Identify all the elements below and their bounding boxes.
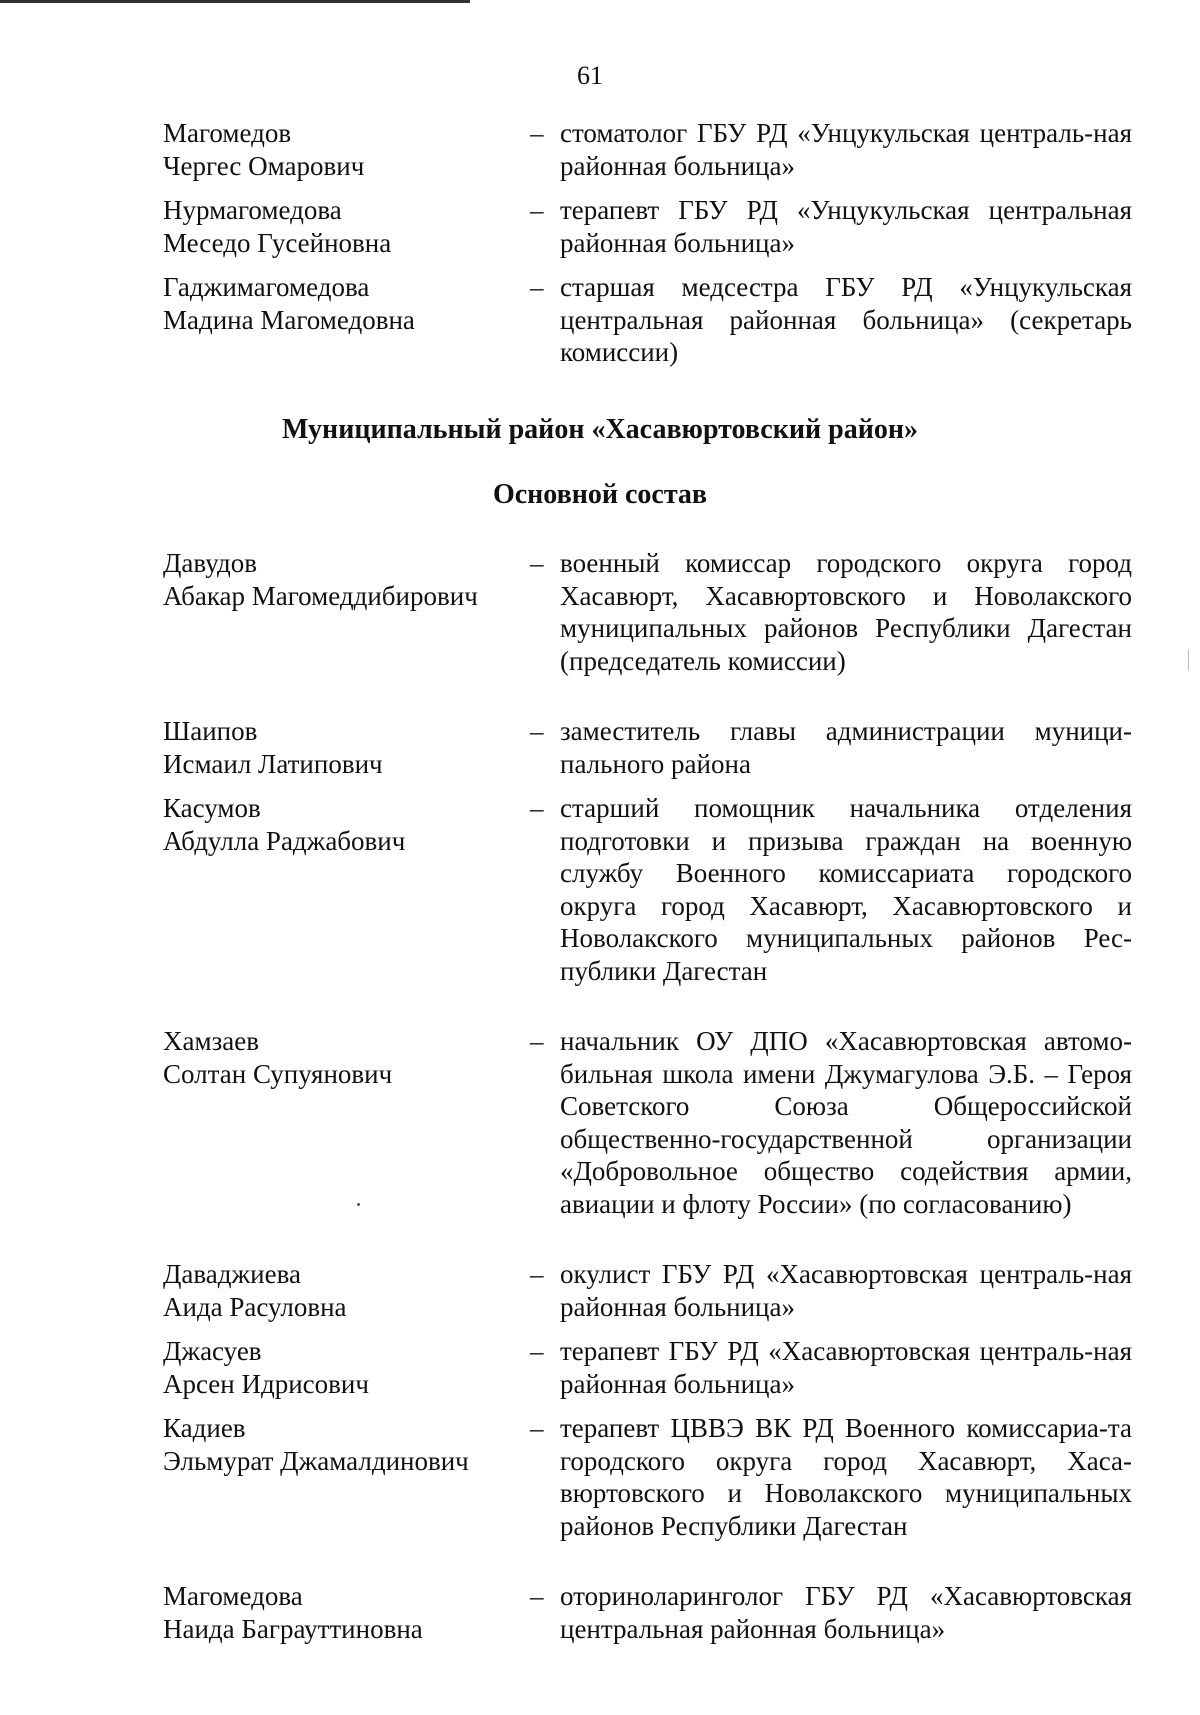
entry-dash: – xyxy=(530,1259,544,1289)
member-surname: Магомедова xyxy=(163,1581,303,1611)
member-name xyxy=(163,1580,523,1645)
member-surname: Джасуев xyxy=(163,1336,262,1366)
member-surname: Шаипов xyxy=(163,716,258,746)
member-surname: Хамзаев xyxy=(163,1026,259,1056)
entry-dash: – xyxy=(530,272,544,302)
member-given-names: Мадина Магомедовна xyxy=(163,304,415,335)
member-name xyxy=(163,1412,523,1477)
member-entry xyxy=(0,1258,1200,1323)
entry-dash: – xyxy=(530,1581,544,1611)
member-entry xyxy=(0,547,1200,677)
member-role: начальник ОУ ДПО «Хасавюртовская автомо-бильная школа имени Джумагулова Э.Б. – Героя Советского Союза Общероссийской общественно-государственной организации «Добровольное общество содействия армии, авиации и флоту России» (по согласованию) xyxy=(560,1026,1132,1219)
member-entry xyxy=(0,1580,1200,1645)
member-surname: Магомедов xyxy=(163,118,292,148)
member-given-names: Исмаил Латипович xyxy=(163,748,383,779)
entry-dash: – xyxy=(530,793,544,823)
member-role: заместитель главы администрации муници-пального района xyxy=(560,716,1132,779)
member-given-names: Меседо Гусейновна xyxy=(163,227,392,258)
member-given-names: Наида Баграуттиновна xyxy=(163,1613,423,1644)
district-heading: Муниципальный район «Хасавюртовский район» xyxy=(282,414,918,445)
member-role: военный комиссар городского округа город Хасавюрт, Хасавюртовского и Новолакского муниципальных районов Республики Дагестан (председатель комиссии) xyxy=(560,548,1132,676)
member-surname: Нурмагомедова xyxy=(163,195,342,225)
scan-edge-line xyxy=(0,0,470,3)
entry-dash: – xyxy=(530,1026,544,1056)
member-name xyxy=(163,1025,523,1090)
member-role: старшая медсестра ГБУ РД «Унцукульская центральная районная больница» (секретарь комиссии) xyxy=(560,272,1132,367)
member-role: старший помощник начальника отделения подготовки и призыва граждан на военную службу Военного комиссариата городского округа город Хасавюрт, Хасавюртовского и Новолакского муниципальных районов Рес-публики Дагестан xyxy=(560,793,1132,986)
member-entry xyxy=(0,1412,1200,1542)
member-role: стоматолог ГБУ РД «Унцукульская централь-ная районная больница» xyxy=(560,118,1132,181)
member-entry xyxy=(0,1025,1200,1220)
member-surname: Давудов xyxy=(163,548,258,578)
member-name xyxy=(163,547,523,612)
entry-dash: – xyxy=(530,548,544,578)
member-name xyxy=(163,715,523,780)
member-given-names: Арсен Идрисович xyxy=(163,1368,369,1399)
member-given-names: Чергес Омарович xyxy=(163,150,365,181)
member-given-names: Эльмурат Джамалдинович xyxy=(163,1445,469,1476)
member-given-names: Аида Расуловна xyxy=(163,1291,347,1322)
member-surname: Даваджиева xyxy=(163,1259,301,1289)
entry-dash: – xyxy=(530,118,544,148)
member-name xyxy=(163,792,523,857)
entry-dash: – xyxy=(530,716,544,746)
member-surname: Кадиев xyxy=(163,1413,246,1443)
member-name xyxy=(163,1258,523,1323)
member-surname: Касумов xyxy=(163,793,261,823)
member-entry xyxy=(0,271,1200,369)
member-given-names: Абдулла Раджабович xyxy=(163,825,406,856)
member-entry xyxy=(0,715,1200,780)
member-role: оториноларинголог ГБУ РД «Хасавюртовская центральная районная больница» xyxy=(560,1581,1132,1644)
member-given-names: Абакар Магомеддибирович xyxy=(163,580,478,611)
member-role: окулист ГБУ РД «Хасавюртовская централь-ная районная больница» xyxy=(560,1259,1132,1322)
member-entry xyxy=(0,117,1200,182)
main-member-list xyxy=(0,547,1200,1645)
member-entry xyxy=(0,792,1200,987)
entry-dash: – xyxy=(530,195,544,225)
member-name xyxy=(163,194,523,259)
entry-dash: – xyxy=(530,1336,544,1366)
scan-speck xyxy=(357,1203,360,1206)
member-role: терапевт ГБУ РД «Хасавюртовская централь-ная районная больница» xyxy=(560,1336,1132,1399)
member-role: терапевт ГБУ РД «Унцукульская центральная районная больница» xyxy=(560,195,1132,258)
member-role: терапевт ЦВВЭ ВК РД Военного комиссариа-та городского округа город Хасавюрт, Хаса-вюртовского и Новолакского муниципальных районов Республики Дагестан xyxy=(560,1413,1132,1541)
member-entry xyxy=(0,194,1200,259)
member-name xyxy=(163,271,523,336)
member-name xyxy=(163,117,523,182)
scan-edge-mark xyxy=(1188,650,1189,670)
member-entry xyxy=(0,1335,1200,1400)
composition-heading: Основной состав xyxy=(492,479,708,510)
member-surname: Гаджимагомедова xyxy=(163,272,370,302)
page-number: 61 xyxy=(577,61,603,90)
member-given-names: Солтан Супуянович xyxy=(163,1058,393,1089)
member-name xyxy=(163,1335,523,1400)
entry-dash: – xyxy=(530,1413,544,1443)
top-member-list xyxy=(0,117,1200,369)
